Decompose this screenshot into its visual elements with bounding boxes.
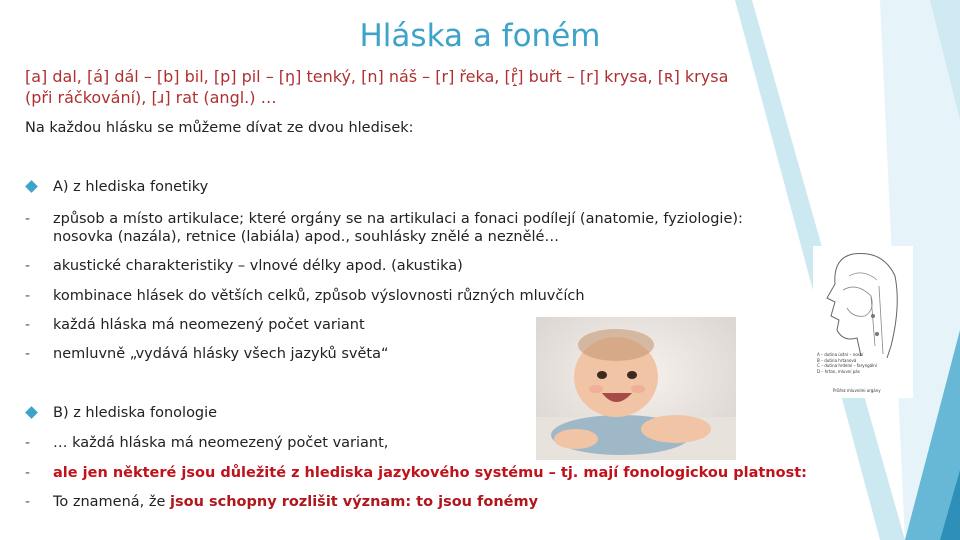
dash-bullet-icon: - <box>25 465 31 481</box>
bullet-text: B) z hlediska fonologie <box>53 405 218 421</box>
dash-bullet-icon: - <box>25 317 31 333</box>
bullet-text <box>53 210 743 246</box>
legend-item: C – dutina hrdelní – faryngální <box>817 363 877 368</box>
bullet-line-1: způsob a místo artikulace; které orgány se na artikulaci a fonaci podílejí (anatomie, fyziologie): <box>53 211 743 227</box>
diagram-caption: Průřez mluvními orgány <box>833 388 881 393</box>
bullet-text: ale jen některé jsou důležité z hlediska jazykového systému – tj. mají fonologickou platnost: <box>53 465 807 481</box>
diagram-legend <box>817 352 885 374</box>
bullet-text: akustické charakteristiky – vlnové délky apod. (akustika) <box>53 258 463 274</box>
bullet-text <box>53 493 538 511</box>
legend-item: D – hrtan, mluvní pás <box>817 368 860 374</box>
bullet-text: každá hláska má neomezený počet variant <box>53 317 365 333</box>
ipa-examples <box>25 66 845 108</box>
baby-photo <box>536 317 736 460</box>
speech-organs-diagram <box>813 246 913 398</box>
dash-bullet-icon: - <box>25 211 31 227</box>
diamond-bullet-icon <box>25 404 45 417</box>
bullet-text: … každá hláska má neomezený počet variant, <box>53 435 389 451</box>
bullet-text: nemluvně „vydává hlásky všech jazyků světa“ <box>53 346 389 362</box>
dash-bullet-icon: - <box>25 494 31 510</box>
bullet-line-2: nosovka (nazála), retnice (labiála) apod., souhlásky znělé a neznělé… <box>53 229 559 245</box>
ipa-line-1: [a] dal, [á] dál – [b] bil, [p] pil – [ŋ] tenký, [n] náš – [r] řeka, [r̝̊] buřt – [r] krysa, [ʀ] krysa <box>25 67 729 86</box>
diamond-bullet-icon <box>25 178 45 191</box>
bullet-prefix: To znamená, že <box>53 494 171 510</box>
ipa-line-2: (při ráčkování), [ɹ] rat (angl.) … <box>25 88 277 107</box>
bullet-text: kombinace hlásek do větších celků, způsob výslovnosti různých mluvčích <box>53 288 585 304</box>
bullet-text: A) z hlediska fonetiky <box>53 179 209 195</box>
intro-text: Na každou hlásku se můžeme dívat ze dvou hledisek: <box>25 120 414 136</box>
slide-title: Hláska a foném <box>359 18 601 54</box>
dash-bullet-icon: - <box>25 435 31 451</box>
dash-bullet-icon: - <box>25 258 31 274</box>
dash-bullet-icon: - <box>25 346 31 362</box>
phoneme-highlight: jsou schopny rozlišit význam: to jsou fonémy <box>170 494 539 510</box>
legend-item: B – dutina hrtanová <box>817 357 857 363</box>
legend-item: A – dutina ústní – nosní <box>817 352 864 357</box>
dash-bullet-icon: - <box>25 288 31 304</box>
